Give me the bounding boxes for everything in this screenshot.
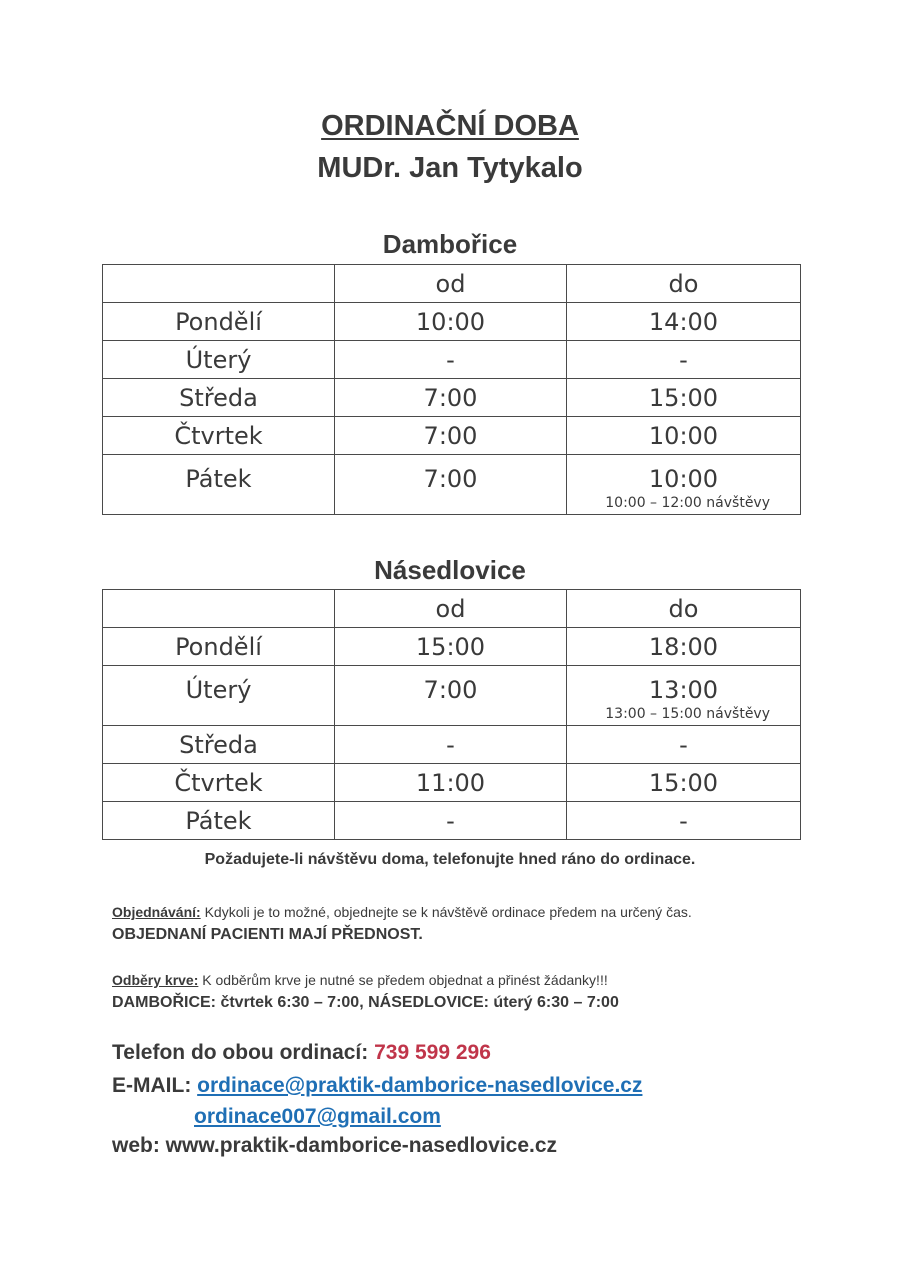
from-cell: 15:00 [335, 628, 567, 666]
table-row [103, 628, 801, 666]
damborice-heading: Dambořice [382, 229, 518, 259]
email-link-2[interactable]: ordinace007@gmail.com [194, 1105, 441, 1128]
from-cell: 10:00 [335, 303, 567, 341]
day-cell: Středa [103, 379, 335, 417]
table-row [103, 455, 801, 515]
web-link[interactable]: www.praktik-damborice-nasedlovice.cz [165, 1134, 558, 1157]
email-line-2 [194, 1105, 441, 1129]
table-header-row [103, 265, 801, 303]
day-cell: Úterý [103, 666, 335, 726]
phone-number[interactable]: 739 599 296 [374, 1041, 491, 1064]
to-cell: 14:00 [567, 303, 801, 341]
header-from: od [335, 590, 567, 628]
day-cell: Čtvrtek [103, 764, 335, 802]
table-row [103, 726, 801, 764]
table-row [103, 764, 801, 802]
table-header-row [103, 590, 801, 628]
table-row [103, 379, 801, 417]
to-value: 10:00 [648, 465, 719, 493]
blood-label: Odběry krve: [112, 972, 199, 988]
from-cell: - [335, 726, 567, 764]
home-visit-note: Požadujete-li návštěvu doma, telefonujte hned ráno do ordinace. [204, 851, 696, 868]
from-cell: 11:00 [335, 764, 567, 802]
header-from: od [335, 265, 567, 303]
day-cell: Pondělí [103, 628, 335, 666]
ordering-section [112, 904, 692, 944]
table-row [103, 802, 801, 840]
from-cell: - [335, 341, 567, 379]
visits-note: 10:00 – 12:00 návštěvy [605, 495, 770, 511]
blood-section [112, 972, 619, 1012]
header-empty-cell [103, 590, 335, 628]
from-cell: 7:00 [335, 666, 567, 726]
ordering-emphasis: OBJEDNANÍ PACIENTI MAJÍ PŘEDNOST. [112, 926, 423, 943]
ordering-line [112, 904, 692, 920]
day-cell: Pondělí [103, 303, 335, 341]
day-cell: Středa [103, 726, 335, 764]
web-label: web: [112, 1134, 166, 1157]
nasedlovice-hours-table [102, 589, 801, 840]
doctor-name: MUDr. Jan Tytykalo [317, 152, 583, 184]
blood-text: K odběrům krve je nutné se předem objednat a přinést žádanky!!! [198, 972, 608, 988]
to-cell: - [567, 726, 801, 764]
table-row [103, 341, 801, 379]
day-cell: Pátek [103, 802, 335, 840]
table-row [103, 303, 801, 341]
to-cell-with-note [567, 455, 801, 515]
header-empty-cell [103, 265, 335, 303]
to-cell: 18:00 [567, 628, 801, 666]
to-cell: - [567, 341, 801, 379]
web-line [112, 1134, 557, 1158]
from-cell: - [335, 802, 567, 840]
table-row [103, 666, 801, 726]
day-cell: Pátek [103, 455, 335, 515]
header-to: do [567, 265, 801, 303]
page-title: ORDINAČNÍ DOBA [321, 110, 579, 142]
nasedlovice-heading: Násedlovice [374, 555, 526, 585]
blood-line [112, 972, 619, 988]
to-cell: 15:00 [567, 379, 801, 417]
to-cell-with-note [567, 666, 801, 726]
day-cell: Čtvrtek [103, 417, 335, 455]
email-line [112, 1074, 642, 1098]
ordering-label: Objednávání: [112, 904, 201, 920]
email-link-1[interactable]: ordinace@praktik-damborice-nasedlovice.cz [197, 1074, 643, 1097]
to-cell: 10:00 [567, 417, 801, 455]
from-cell: 7:00 [335, 379, 567, 417]
to-cell: - [567, 802, 801, 840]
to-value: 13:00 [648, 676, 719, 704]
from-cell: 7:00 [335, 455, 567, 515]
blood-emphasis: DAMBOŘICE: čtvrtek 6:30 – 7:00, NÁSEDLOVICE: úterý 6:30 – 7:00 [112, 994, 619, 1011]
to-cell: 15:00 [567, 764, 801, 802]
table-row [103, 417, 801, 455]
email-label: E-MAIL: [112, 1074, 198, 1097]
from-cell: 7:00 [335, 417, 567, 455]
damborice-hours-table [102, 264, 801, 515]
header-to: do [567, 590, 801, 628]
phone-label: Telefon do obou ordinací: [112, 1041, 375, 1064]
visits-note: 13:00 – 15:00 návštěvy [605, 706, 770, 722]
ordering-text: Kdykoli je to možné, objednejte se k návštěvě ordinace předem na určený čas. [200, 904, 692, 920]
phone-line [112, 1041, 491, 1065]
day-cell: Úterý [103, 341, 335, 379]
